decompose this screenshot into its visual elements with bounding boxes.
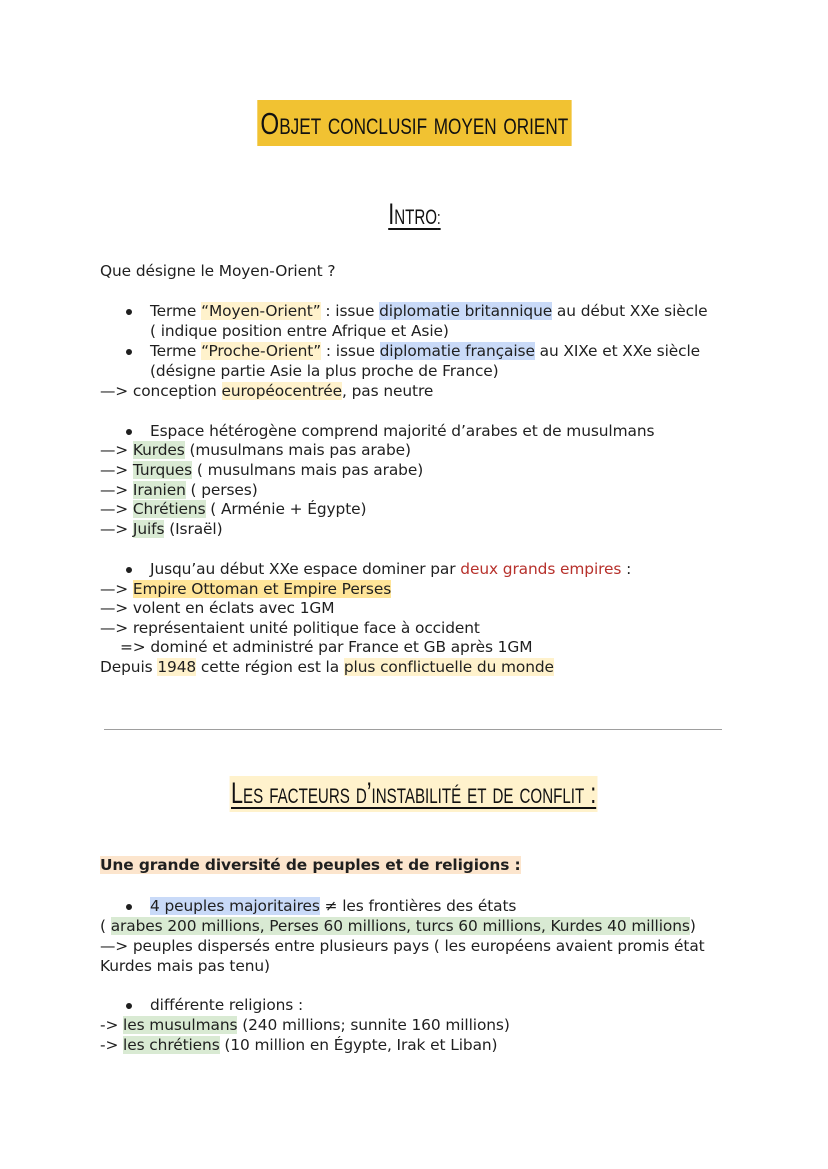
bullet-icon (126, 904, 132, 910)
religion-item: -> les chrétiens (10 million en Égypte, Irak et Liban) (100, 1036, 498, 1054)
intro-heading-container (0, 197, 828, 236)
bullet-peuples: 4 peuples majoritaires ≠ les frontières des états (150, 897, 517, 915)
bullet-icon (126, 309, 132, 315)
green-highlight: arabes 200 millions, Perses 60 millions, turcs 60 millions, Kurdes 40 millions (110, 917, 690, 935)
bullet-religions: différente religions : (150, 996, 304, 1014)
people-item: —> Turques ( musulmans mais pas arabe) (100, 461, 424, 479)
bullet-proche-orient: Terme “Proche-Orient” : issue diplomatie française au XIXe et XXe siècle (150, 342, 701, 360)
populations-line: ( arabes 200 millions, Perses 60 millions, turcs 60 millions, Kurdes 40 millions) (100, 917, 696, 935)
green-highlight: Iranien (132, 481, 186, 499)
intro-heading-colon: : (436, 208, 441, 228)
term-highlight: “Proche-Orient” (201, 342, 322, 360)
text-line: => dominé et administré par France et GB après 1GM (120, 638, 533, 656)
green-highlight: Turques (132, 461, 193, 479)
section2-heading: Les facteurs d’instabilité et de conflit : (231, 777, 597, 810)
bullet-icon (126, 429, 132, 435)
conception-line: —> conception européocentrée, pas neutre (100, 382, 434, 400)
people-item: —> Kurdes (musulmans mais pas arabe) (100, 441, 411, 459)
text-line: —> volent en éclats avec 1GM (100, 599, 335, 617)
green-highlight: les musulmans (123, 1016, 238, 1034)
people-item: —> Iranien ( perses) (100, 481, 258, 499)
text-line: —> peuples dispersés entre plusieurs pays ( les européens avaient promis état (100, 937, 705, 955)
yellow-highlight: européocentrée (221, 382, 343, 400)
green-highlight: Juifs (132, 520, 165, 538)
term-highlight: “Moyen-Orient” (201, 302, 321, 320)
section2-subheading (100, 856, 521, 876)
document-title: Objet conclusif moyen orient (257, 100, 571, 146)
green-highlight: Chrétiens (132, 500, 206, 518)
people-item: —> Juifs (Israël) (100, 520, 223, 538)
yellow-highlight: 1948 (157, 658, 197, 676)
blue-highlight: diplomatie française (379, 342, 535, 360)
bullet-moyen-orient: Terme “Moyen-Orient” : issue diplomatie britannique au début XXe siècle (150, 302, 708, 320)
empires-line: —> Empire Ottoman et Empire Perses (100, 580, 392, 598)
bullet-proche-orient-cont: (désigne partie Asie la plus proche de France) (150, 362, 499, 380)
bullet-empires: Jusqu’au début XXe espace dominer par deux grands empires : (150, 560, 632, 578)
intro-heading (388, 197, 440, 236)
bullet-icon (126, 1003, 132, 1009)
section2-heading-container (0, 776, 828, 812)
intro-question: Que désigne le Moyen-Orient ? (100, 262, 336, 280)
intro-heading-text: Intro (387, 198, 437, 231)
green-highlight: les chrétiens (123, 1036, 220, 1054)
yellow-highlight: Empire Ottoman et Empire Perses (132, 580, 392, 598)
bullet-espace: Espace hétérogène comprend majorité d’arabes et de musulmans (150, 422, 655, 440)
red-text: deux grands empires (460, 560, 622, 578)
text-line: Kurdes mais pas tenu) (100, 957, 270, 975)
green-highlight: Kurdes (132, 441, 185, 459)
horizontal-divider (104, 729, 722, 730)
blue-highlight: diplomatie britannique (379, 302, 553, 320)
religion-item: -> les musulmans (240 millions; sunnite 160 millions) (100, 1016, 510, 1034)
blue-highlight: 4 peuples majoritaires (150, 897, 320, 915)
bullet-moyen-orient-cont: ( indique position entre Afrique et Asie) (150, 322, 449, 340)
orange-highlight: Une grande diversité de peuples et de religions : (100, 856, 521, 874)
people-item: —> Chrétiens ( Arménie + Égypte) (100, 500, 367, 518)
text-line: —> représentaient unité politique face à occident (100, 619, 480, 637)
title-container (0, 100, 828, 146)
bullet-icon (126, 567, 132, 573)
depuis-line: Depuis 1948 cette région est la plus conflictuelle du monde (100, 658, 554, 676)
bullet-icon (126, 349, 132, 355)
yellow-highlight: plus conflictuelle du monde (343, 658, 554, 676)
